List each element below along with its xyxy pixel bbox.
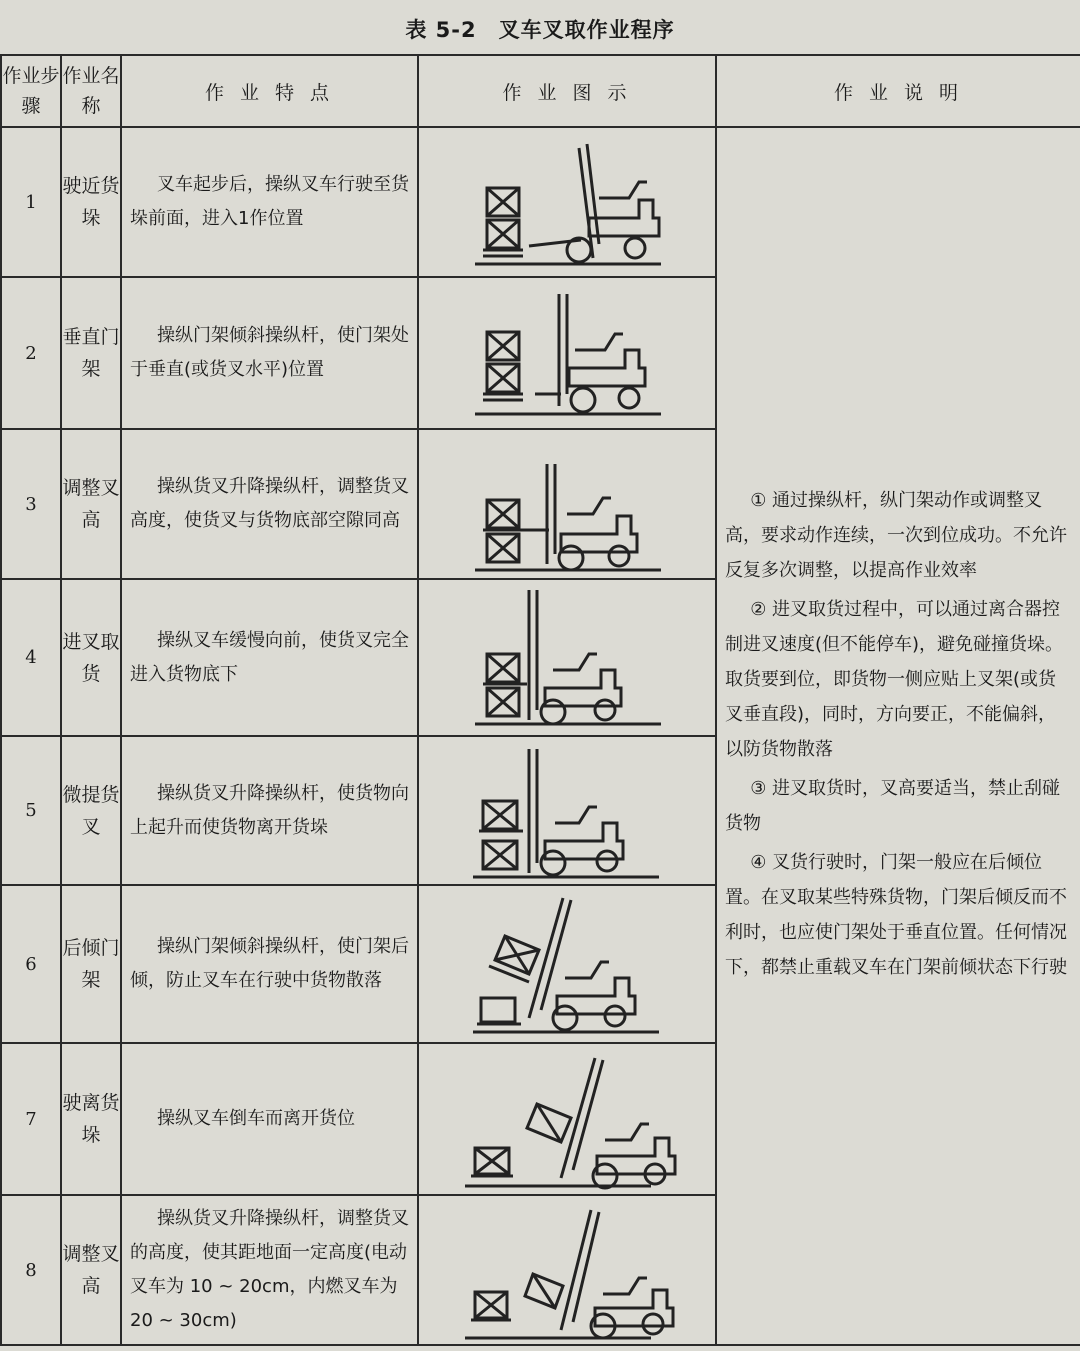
header-figure: 作 业 图 示 [418,55,716,127]
notes-cell [716,127,1080,1345]
forklift-insert-fork-icon [419,580,715,735]
table-row [1,127,1080,277]
step-features: 操纵货叉升降操纵杆，调整货叉高度，使货叉与货物底部空隙同高 [121,429,418,579]
header-step: 作业步骤 [1,55,61,127]
step-number: 8 [1,1195,61,1345]
step-number: 5 [1,736,61,885]
step-name: 调整叉高 [61,1195,121,1345]
forklift-approach-icon [419,128,715,276]
step-figure [418,1195,716,1345]
note-item: ① 通过操纵杆，纵门架动作或调整叉高，要求动作连续，一次到位成功。不允许反复多次调整，以提高作业效率 [725,490,1067,581]
step-features: 操纵叉车倒车而离开货位 [121,1043,418,1195]
procedure-table [0,54,1080,1346]
step-features: 操纵货叉升降操纵杆，调整货叉的高度，使其距地面一定高度(电动叉车为 10 ~ 20cm，内燃叉车为 20 ~ 30cm) [121,1195,418,1345]
step-figure [418,1043,716,1195]
forklift-tilt-back-icon [419,886,715,1042]
step-figure [418,885,716,1043]
step-figure [418,579,716,736]
step-name: 后倾门架 [61,885,121,1043]
step-number: 7 [1,1043,61,1195]
step-figure [418,429,716,579]
step-name: 进叉取货 [61,579,121,736]
step-number: 4 [1,579,61,736]
step-figure [418,127,716,277]
note-item: ④ 叉货行驶时，门架一般应在后倾位置。在叉取某些特殊货物，门架后倾反而不利时，也应使门架处于垂直位置。任何情况下，都禁止重载叉车在门架前倾状态下行驶 [725,852,1067,978]
forklift-lift-slightly-icon [419,737,715,884]
forklift-vertical-mast-icon [419,278,715,428]
forklift-adjust-height-icon [419,430,715,578]
step-features: 叉车起步后，操纵叉车行驶至货垛前面，进入1作位置 [121,127,418,277]
step-name: 驶离货垛 [61,1043,121,1195]
header-name: 作业名称 [61,55,121,127]
table-title: 表 5-2 叉车叉取作业程序 [405,18,675,42]
header-notes: 作 业 说 明 [716,55,1080,127]
step-number: 6 [1,885,61,1043]
note-item: ② 进叉取货过程中，可以通过离合器控制进叉速度(但不能停车)，避免碰撞货垛。取货要到位，即货物一侧应贴上叉架(或货叉垂直段)，同时，方向要正，不能偏斜，以防货物散落 [725,599,1064,760]
forklift-travel-height-icon [419,1196,715,1344]
step-number: 1 [1,127,61,277]
step-name: 调整叉高 [61,429,121,579]
forklift-leave-stack-icon [419,1044,715,1194]
header-features: 作 业 特 点 [121,55,418,127]
step-figure [418,736,716,885]
step-figure [418,277,716,429]
header-row [1,55,1080,127]
step-name: 驶近货垛 [61,127,121,277]
step-features: 操纵叉车缓慢向前，使货叉完全进入货物底下 [121,579,418,736]
step-name: 垂直门架 [61,277,121,429]
step-features: 操纵门架倾斜操纵杆，使门架处于垂直(或货叉水平)位置 [121,277,418,429]
step-features: 操纵货叉升降操纵杆，使货物向上起升而使货物离开货垛 [121,736,418,885]
step-features: 操纵门架倾斜操纵杆，使门架后倾，防止叉车在行驶中货物散落 [121,885,418,1043]
step-number: 2 [1,277,61,429]
step-number: 3 [1,429,61,579]
step-name: 微提货叉 [61,736,121,885]
note-item: ③ 进叉取货时，叉高要适当，禁止刮碰货物 [725,778,1061,834]
